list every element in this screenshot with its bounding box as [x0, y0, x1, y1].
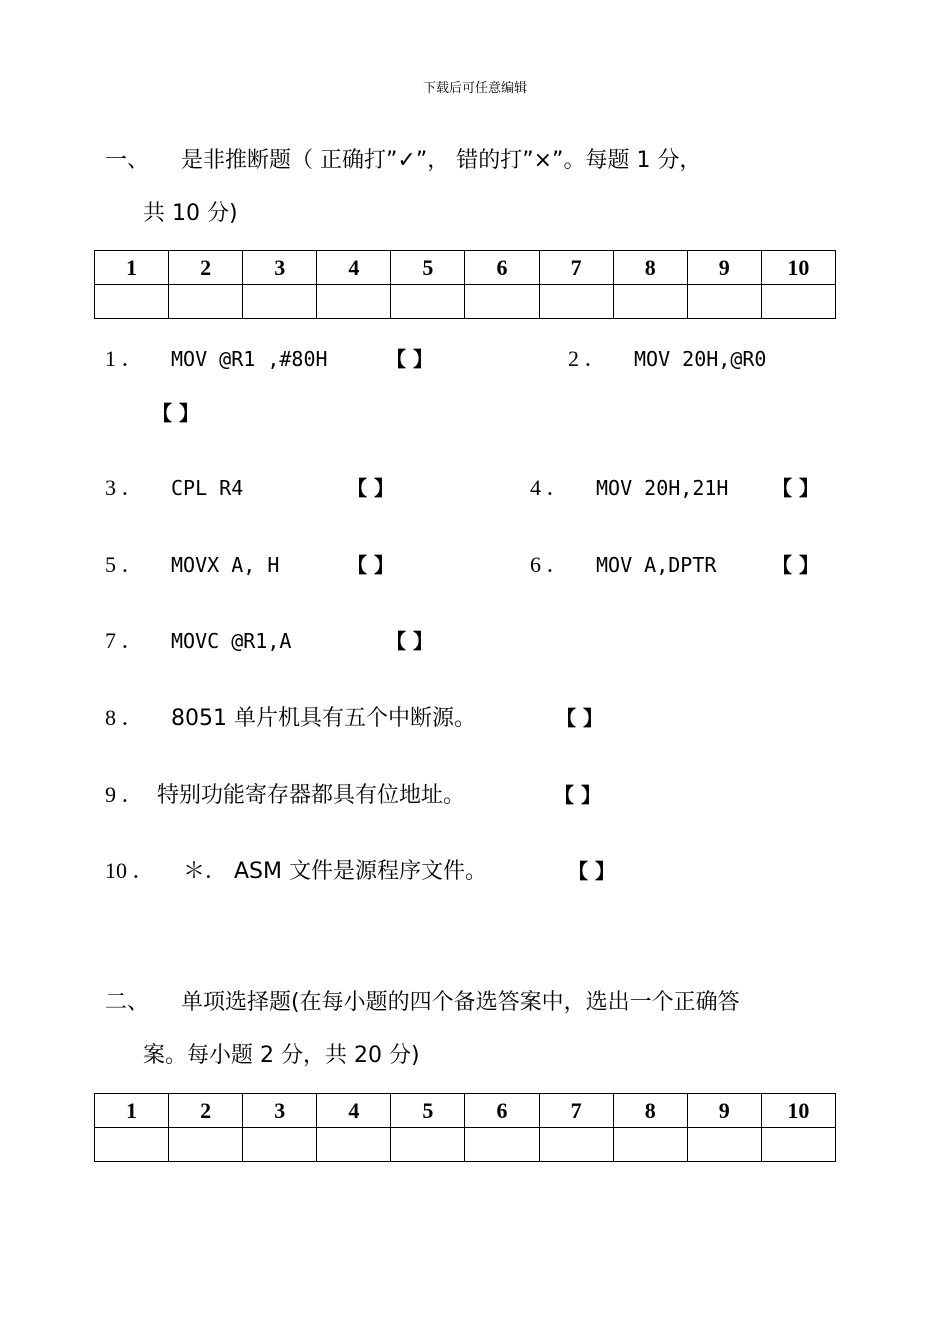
question-text: MOV @R1 ,#80H [171, 347, 328, 371]
answer-cell[interactable] [761, 1128, 835, 1162]
question-6 [530, 552, 819, 579]
question-text: MOVX A, H [171, 553, 280, 577]
section1-heading [105, 148, 701, 174]
table-header-cell: 7 [539, 251, 613, 285]
question-text: 特别功能寄存器都具有位地址。 [157, 783, 466, 808]
question-7 [105, 628, 433, 655]
answer-bracket[interactable]: 【 】 [772, 553, 819, 577]
question-2-bracket [152, 400, 199, 427]
answer-bracket[interactable]: 【 】 [386, 629, 433, 653]
table-header-cell: 8 [613, 251, 687, 285]
table-header-cell: 3 [243, 1094, 317, 1128]
section1-answer-table [94, 250, 836, 319]
answer-cell[interactable] [539, 1128, 613, 1162]
answer-cell[interactable] [317, 1128, 391, 1162]
answer-cell[interactable] [95, 1128, 169, 1162]
question-1 [105, 346, 433, 373]
page-header: 下载后可任意编辑 [422, 81, 527, 96]
table-header-cell: 7 [539, 1094, 613, 1128]
question-number: 7 ． [105, 628, 144, 653]
answer-cell[interactable] [465, 285, 539, 319]
question-text: ＊． ASM 文件是源程序文件。 [183, 859, 487, 884]
question-number: 9 ． [105, 782, 144, 807]
section2-heading [105, 990, 740, 1016]
section1-title-line1: 是非推断题（ 正确打”✓”， 错的打”×”。每题 1 分， [181, 148, 702, 173]
answer-cell[interactable] [613, 1128, 687, 1162]
answer-cell[interactable] [465, 1128, 539, 1162]
table-header-cell: 1 [95, 251, 169, 285]
question-number: 3 ． [105, 475, 144, 500]
table-header-cell: 4 [317, 1094, 391, 1128]
question-text: MOV 20H,@R0 [634, 347, 767, 371]
answer-bracket[interactable]: 【 】 [772, 476, 819, 500]
table-header-cell: 10 [761, 251, 835, 285]
question-number: 8 ． [105, 705, 144, 730]
question-2 [568, 346, 766, 373]
table-header-cell: 5 [391, 251, 465, 285]
question-number: 4 ． [530, 475, 569, 500]
table-header-cell: 9 [687, 251, 761, 285]
table-header-cell: 5 [391, 1094, 465, 1128]
question-8 [105, 705, 603, 732]
question-number: 5 ． [105, 552, 144, 577]
answer-bracket[interactable]: 【 】 [152, 401, 199, 425]
table-header-row [95, 251, 836, 285]
question-10 [105, 858, 615, 885]
answer-cell[interactable] [317, 285, 391, 319]
table-header-cell: 6 [465, 1094, 539, 1128]
question-number: 2 ． [568, 346, 607, 371]
table-header-cell: 2 [169, 251, 243, 285]
section2-title-line2: 案。每小题 2 分，共 20 分) [143, 1043, 420, 1068]
table-header-cell: 8 [613, 1094, 687, 1128]
section2-number: 二、 [105, 990, 150, 1015]
question-text: 8051 单片机具有五个中断源。 [171, 706, 476, 731]
answer-cell[interactable] [169, 285, 243, 319]
answer-bracket[interactable]: 【 】 [554, 783, 601, 807]
question-text: MOV 20H,21H [596, 476, 729, 500]
answer-cell[interactable] [613, 285, 687, 319]
question-text: MOV A,DPTR [596, 553, 717, 577]
question-number: 1 ． [105, 346, 144, 371]
answer-bracket[interactable]: 【 】 [556, 706, 603, 730]
table-header-cell: 6 [465, 251, 539, 285]
answer-bracket[interactable]: 【 】 [386, 347, 433, 371]
answer-cell[interactable] [687, 1128, 761, 1162]
table-header-row [95, 1094, 836, 1128]
answer-cell[interactable] [243, 1128, 317, 1162]
question-text: MOVC @R1,A [171, 629, 292, 653]
question-3 [105, 475, 394, 502]
question-number: 6 ． [530, 552, 569, 577]
question-5 [105, 552, 394, 579]
question-9 [105, 782, 601, 809]
question-4 [530, 475, 819, 502]
answer-cell[interactable] [687, 285, 761, 319]
answer-bracket[interactable]: 【 】 [347, 476, 394, 500]
table-header-cell: 2 [169, 1094, 243, 1128]
section2-title-line1: 单项选择题(在每小题的四个备选答案中，选出一个正确答 [181, 990, 740, 1015]
table-header-cell: 10 [761, 1094, 835, 1128]
answer-row [95, 285, 836, 319]
table-header-cell: 4 [317, 251, 391, 285]
section1-number: 一、 [105, 148, 150, 173]
table-header-cell: 9 [687, 1094, 761, 1128]
table-header-cell: 1 [95, 1094, 169, 1128]
answer-cell[interactable] [391, 1128, 465, 1162]
answer-cell[interactable] [761, 285, 835, 319]
answer-bracket[interactable]: 【 】 [568, 859, 615, 883]
table-header-cell: 3 [243, 251, 317, 285]
section1-title-line2: 共 10 分) [143, 201, 238, 226]
answer-bracket[interactable]: 【 】 [347, 553, 394, 577]
section2-answer-table [94, 1093, 836, 1162]
answer-cell[interactable] [243, 285, 317, 319]
question-text: CPL R4 [171, 476, 244, 500]
answer-cell[interactable] [539, 285, 613, 319]
question-number: 10 ． [105, 858, 155, 883]
answer-cell[interactable] [95, 285, 169, 319]
answer-cell[interactable] [169, 1128, 243, 1162]
answer-row [95, 1128, 836, 1162]
answer-cell[interactable] [391, 285, 465, 319]
